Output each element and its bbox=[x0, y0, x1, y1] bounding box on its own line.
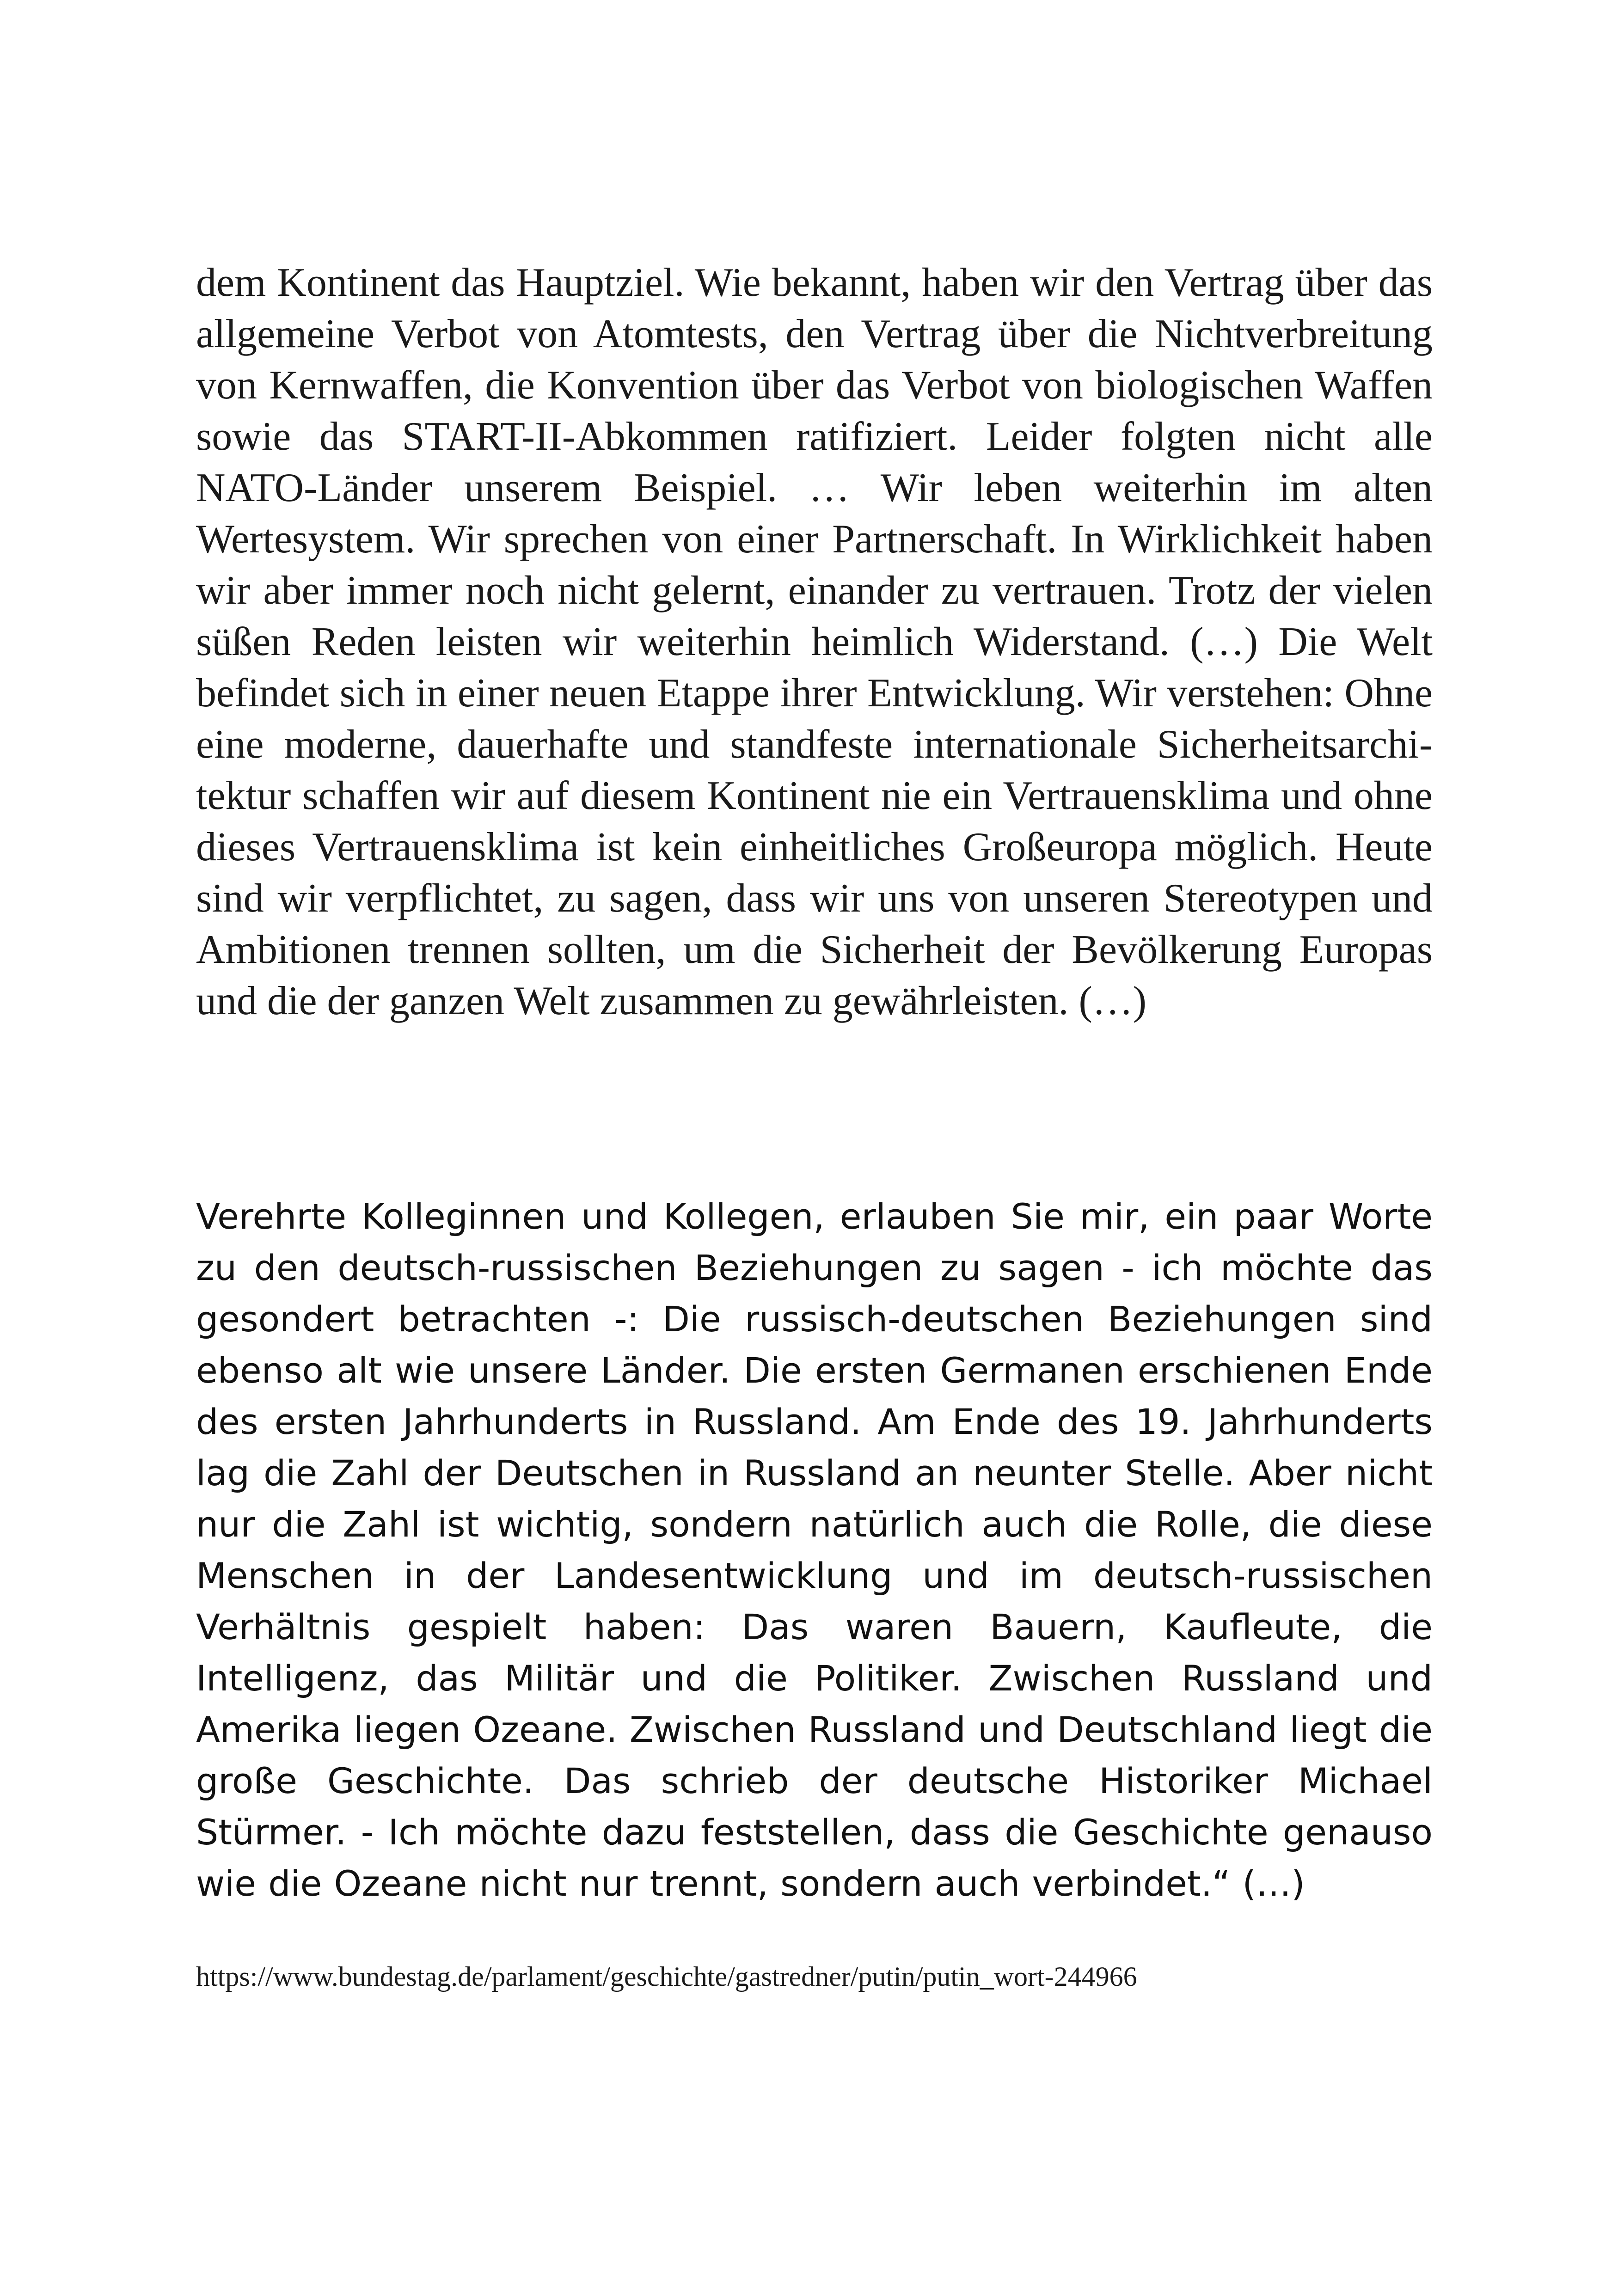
speech-paragraph-1: dem Kontinent das Hauptziel. Wie bekannt, haben wir den Vertrag über das allgemeine Verbot von Atomtests, den Vertrag über die Nichtverbreitung von Kernwaffen, die Konvention über das Verbot von biologischen Waffen sowie das START-II-Abkommen ratifiziert. Leider folgten nicht alle NATO-Länder unserem Beispiel. … Wir leben weiterhin im alten Wertesystem. Wir sprechen von einer Partnerschaft. In Wirklichkeit haben wir aber immer noch nicht gelernt, einander zu vertrauen. Trotz der vielen süßen Reden leisten wir weiterhin heimlich Widerstand. (…) Die Welt befindet sich in einer neuen Etappe ihrer Entwicklung. Wir verstehen: Ohne eine moderne, dauerhafte und standfeste internationale Sicherheitsarchitektur schaffen wir auf diesem Kontinent nie ein Vertrauensklima und ohne dieses Vertrauensklima ist kein einheitliches Großeuropa möglich. Heute sind wir verpflichtet, zu sagen, dass wir uns von unseren Stereotypen und Ambitionen trennen sollten, um die Sicherheit der Bevölkerung Europas und die der ganzen Welt zusammen zu gewährleisten. (…) bbox=[196, 260, 1433, 1023]
speech-paragraph-2: Verehrte Kolleginnen und Kollegen, erlauben Sie mir, ein paar Worte zu den deutsch-russischen Beziehungen zu sagen - ich möchte das gesondert betrachten -: Die russisch-deutschen Beziehungen sind ebenso alt wie unsere Länder. Die ersten Germanen erschienen Ende des ersten Jahrhunderts in Russland. Am Ende des 19. Jahrhunderts lag die Zahl der Deutschen in Russland an neunter Stelle. Aber nicht nur die Zahl ist wichtig, sondern natürlich auch die Rolle, die diese Menschen in der Landesentwicklung und im deutsch-russischen Verhältnis gespielt haben: Das waren Bauern, Kaufleute, die Intelligenz, das Militär und die Politiker. Zwischen Russland und Amerika liegen Ozeane. Zwischen Russland und Deutschland liegt die große Geschichte. Das schrieb der deutsche Historiker Michael Stürmer. - Ich möchte dazu feststellen, dass die Geschichte genauso wie die Ozeane nicht nur trennt, sondern auch verbindet.“ (…) bbox=[196, 1196, 1433, 1904]
source-url: https://www.bundestag.de/parlament/geschichte/gastredner/putin/putin_wort-244966 bbox=[196, 1961, 1137, 1992]
